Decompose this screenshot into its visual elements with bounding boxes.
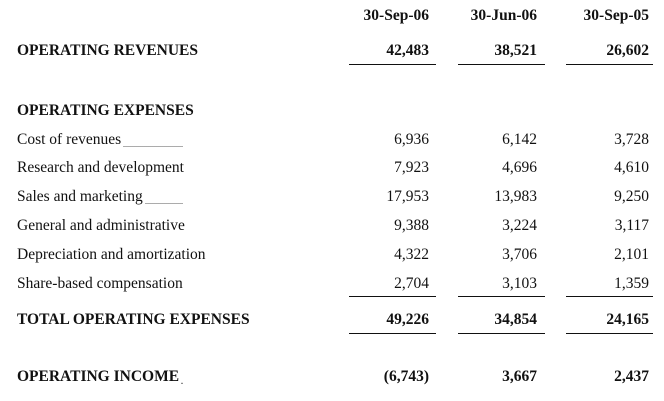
row-value: 42,483 (386, 42, 429, 59)
column-header: 30-Sep-06 (363, 7, 429, 24)
row-value: 9,250 (614, 188, 649, 205)
row-value: 3,103 (502, 275, 537, 292)
rule-line (458, 296, 545, 297)
table-row (0, 156, 664, 180)
rule-line (349, 333, 436, 334)
row-label: Cost of revenues . . . (17, 128, 352, 152)
total-expenses-row (0, 308, 664, 332)
row-value: 38,521 (494, 42, 537, 59)
section-heading: OPERATING EXPENSES (17, 102, 194, 119)
row-value: 2,101 (614, 246, 649, 263)
row-label: Research and development . . . (17, 156, 352, 180)
row-value: 2,704 (394, 275, 429, 292)
rule-line (566, 333, 653, 334)
rule-line (349, 296, 436, 297)
row-value: 3,706 (502, 246, 537, 263)
column-header-row (0, 4, 664, 28)
row-value: 26,602 (606, 42, 649, 59)
rule-line (566, 296, 653, 297)
row-value: 49,226 (386, 311, 429, 328)
rule-line (458, 333, 545, 334)
rule-line (566, 64, 653, 65)
row-label: Sales and marketing . . . (17, 185, 352, 209)
column-header: 30-Jun-06 (470, 7, 537, 24)
row-value: (6,743) (383, 368, 429, 385)
row-value: 13,983 (494, 188, 537, 205)
table-row (0, 272, 664, 296)
row-value: 3,224 (502, 217, 537, 234)
row-label: Depreciation and amortization . . . (17, 243, 352, 267)
row-label: OPERATING REVENUES . . . (17, 39, 237, 63)
row-value: 4,610 (614, 159, 649, 176)
row-value: 3,728 (614, 131, 649, 148)
row-value: 6,142 (502, 131, 537, 148)
table-row (0, 214, 664, 238)
row-label: OPERATING INCOME . . . (17, 365, 352, 389)
rule-line (458, 64, 545, 65)
row-value: 3,117 (614, 217, 649, 234)
row-label: TOTAL OPERATING EXPENSES . . . (17, 308, 352, 332)
column-header: 30-Sep-05 (583, 7, 649, 24)
row-value: 3,667 (502, 368, 537, 385)
row-value: 17,953 (386, 188, 429, 205)
income-row (0, 365, 664, 389)
table-row (0, 128, 664, 152)
rule-line (349, 64, 436, 65)
row-value: 6,936 (394, 131, 429, 148)
expenses-heading-row (0, 99, 664, 123)
row-value: 34,854 (494, 311, 537, 328)
table-row (0, 185, 664, 209)
row-value: 7,923 (394, 159, 429, 176)
revenues-row (0, 39, 664, 63)
row-value: 1,359 (614, 275, 649, 292)
row-value: 9,388 (394, 217, 429, 234)
row-value: 2,437 (614, 368, 649, 385)
row-label: General and administrative . . . (17, 214, 352, 238)
row-value: 24,165 (606, 311, 649, 328)
row-value: 4,322 (394, 246, 429, 263)
row-value: 4,696 (502, 159, 537, 176)
row-label: Share-based compensation . . . (17, 272, 352, 296)
table-row (0, 243, 664, 267)
